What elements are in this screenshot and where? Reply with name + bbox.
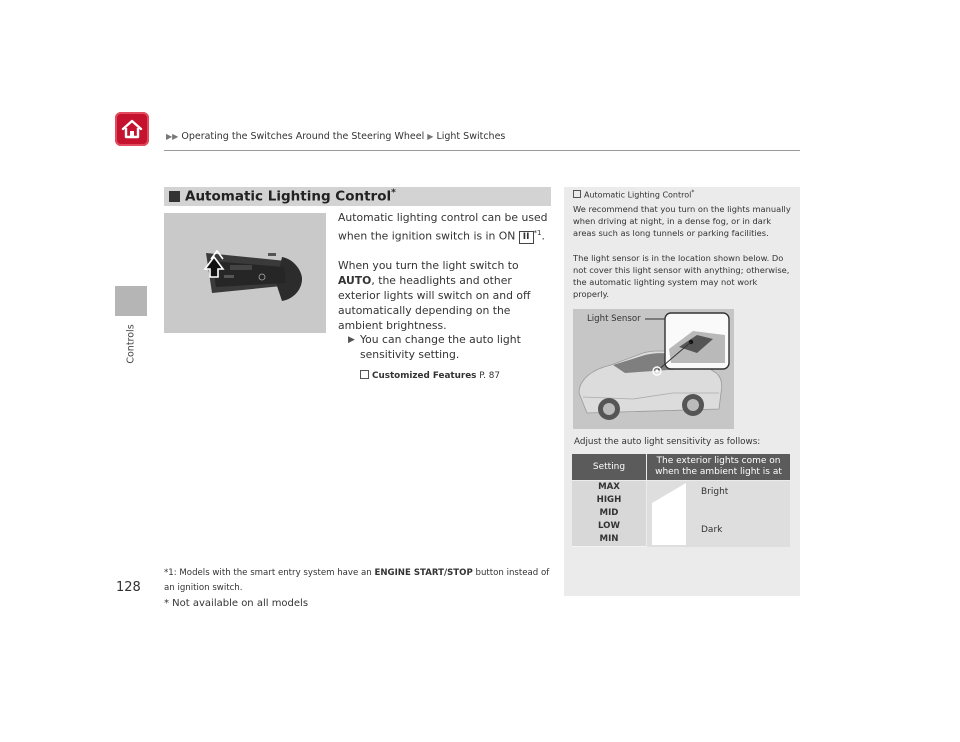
paragraph-text: When you turn the light switch to xyxy=(338,259,519,273)
paragraph-text: Automatic lighting control can be used when the ignition switch is in ON xyxy=(338,211,548,243)
home-icon xyxy=(121,118,143,140)
cross-reference-icon xyxy=(360,370,369,379)
footnote-text: : Models with the smart entry system have an xyxy=(173,568,375,578)
sidebar-paragraph: The light sensor is in the location shown below. Do not cover this light sensor with anything; otherwise, the automatic lighting system may not work properly. xyxy=(573,252,790,300)
side-tab-label-wrap xyxy=(116,318,146,370)
sidebar-paragraph: We recommend that you turn on the lights manually when driving at night, in a dense fog, or in dark areas such as long tunnels or parking facilities. xyxy=(573,204,791,239)
square-bullet-icon xyxy=(169,191,180,202)
breadcrumb xyxy=(166,131,505,142)
side-tab-label: Controls xyxy=(125,324,137,364)
section-title-text: Automatic Lighting Control xyxy=(185,188,392,205)
setting-level: LOW xyxy=(572,520,646,534)
table-header-ambient: The exterior lights come on when the ambient light is at xyxy=(647,454,790,480)
ignition-key-icon: II xyxy=(519,231,534,244)
footer-note: * Not available on all models xyxy=(164,598,309,609)
brightness-wedge-icon xyxy=(652,483,688,545)
sub-note xyxy=(338,333,552,363)
light-switch-illustration xyxy=(164,213,326,333)
car-icon xyxy=(573,309,734,429)
sidebar-heading-text: Automatic Lighting Control xyxy=(584,190,692,200)
breadcrumb-arrow-icon: ▶▶ xyxy=(166,132,179,141)
table-header-setting: Setting xyxy=(572,454,646,480)
body-text xyxy=(338,211,552,384)
light-switch-stalk-icon xyxy=(164,213,326,333)
setting-level: HIGH xyxy=(572,494,646,508)
section-heading xyxy=(164,187,551,206)
breadcrumb-arrow-icon: ▶ xyxy=(427,132,434,141)
breadcrumb-item[interactable]: Light Switches xyxy=(436,131,506,142)
setting-level: MIN xyxy=(572,533,646,547)
paragraph-text: , the headlights and other exterior lights will switch on and off automatically depending on the ambient brightness. xyxy=(338,274,531,332)
xref-page[interactable]: P. 87 xyxy=(479,370,500,381)
header-divider xyxy=(164,150,800,151)
availability-mark[interactable]: * xyxy=(391,188,396,198)
footnote xyxy=(164,566,554,596)
cross-reference-link[interactable] xyxy=(338,369,552,384)
availability-mark[interactable]: * xyxy=(691,189,695,196)
section-title xyxy=(185,188,396,205)
paragraph-ignition xyxy=(338,211,552,244)
auto-label: AUTO xyxy=(338,274,372,288)
page-number: 128 xyxy=(116,580,141,595)
footnote-text: button instead of an ignition switch. xyxy=(164,568,550,593)
sub-note-text: You can change the auto light sensitivity setting. xyxy=(360,333,521,362)
light-sensor-label: Light Sensor xyxy=(587,314,641,324)
note-icon xyxy=(573,190,581,198)
setting-level: MAX xyxy=(572,481,646,495)
setting-level: MID xyxy=(572,507,646,521)
footnote-mark: *1 xyxy=(164,568,174,578)
footnote-ref[interactable]: *1 xyxy=(533,228,542,237)
paragraph-text: . xyxy=(541,229,545,243)
paragraph-auto xyxy=(338,259,552,333)
side-tab-marker[interactable] xyxy=(115,286,147,316)
engine-start-stop-label: ENGINE START/STOP xyxy=(374,568,473,578)
adjust-instruction: Adjust the auto light sensitivity as follows: xyxy=(574,437,761,447)
bright-label: Bright xyxy=(701,487,729,497)
light-sensor-illustration xyxy=(573,309,734,429)
dark-label: Dark xyxy=(701,525,723,535)
sidebar-heading xyxy=(573,189,694,200)
home-button[interactable] xyxy=(115,112,149,146)
sidebar-text xyxy=(573,203,795,312)
breadcrumb-item[interactable]: Operating the Switches Around the Steering Wheel xyxy=(181,131,425,142)
note-arrow-icon: ▶ xyxy=(348,335,355,346)
xref-label[interactable]: Customized Features xyxy=(372,370,477,381)
